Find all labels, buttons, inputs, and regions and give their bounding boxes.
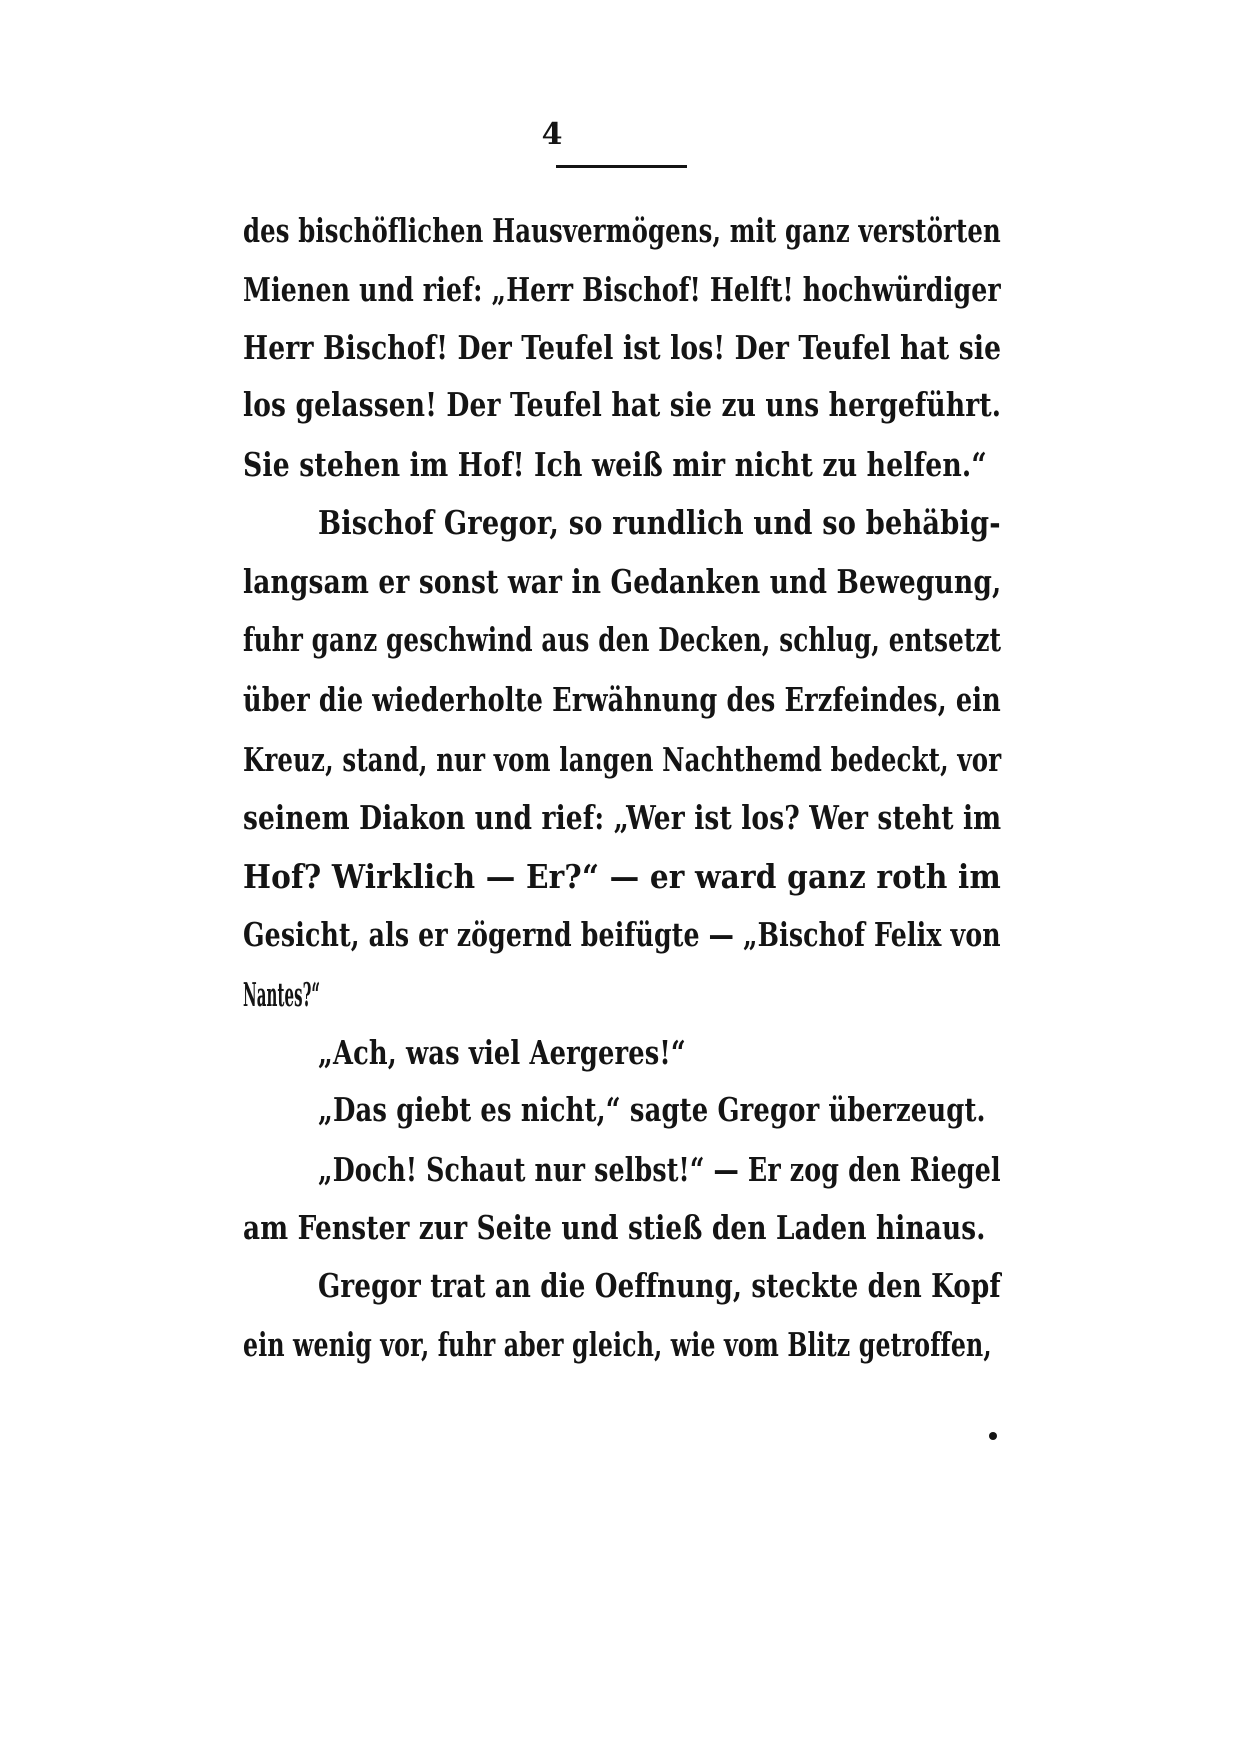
text-line: langsam er sonst war in Gedanken und Bewegung, [243, 562, 1002, 601]
text-line: fuhr ganz geschwind aus den Decken, schlug, entsetzt [243, 620, 1002, 659]
text-line: seinem Diakon und rief: „Wer ist los? Wer steht im [243, 798, 1002, 837]
text-line: „Das giebt es nicht,“ sagte Gregor überzeugt. [318, 1090, 986, 1129]
text-line: Gregor trat an die Oeffnung, steckte den Kopf [318, 1266, 1001, 1305]
text-line: am Fenster zur Seite und stieß den Laden hinaus. [243, 1208, 986, 1247]
text-line: des bischöflichen Hausvermögens, mit ganz verstörten [243, 211, 1001, 250]
text-line: über die wiederholte Erwähnung des Erzfeindes, ein [243, 680, 1001, 719]
text-line: „Ach, was viel Aergeres!“ [318, 1033, 686, 1072]
text-line: ein wenig vor, fuhr aber gleich, wie vom Blitz getroffen, [243, 1325, 992, 1364]
page-number: 4 [541, 117, 563, 152]
text-line: Hof? Wirklich — Er?“ — er ward ganz roth im [243, 857, 1001, 896]
trailing-mark [989, 1432, 997, 1440]
text-line: Sie stehen im Hof! Ich weiß mir nicht zu helfen.“ [243, 445, 987, 484]
text-line: los gelassen! Der Teufel hat sie zu uns hergeführt. [243, 385, 1002, 424]
text-line: Kreuz, stand, nur vom langen Nachthemd bedeckt, vor [243, 740, 1002, 779]
header-rule [556, 165, 687, 168]
text-line: Gesicht, als er zögernd beifügte — „Bischof Felix von [243, 915, 1001, 954]
text-line: Nantes?“ [243, 975, 321, 1014]
text-line: Bischof Gregor, so rundlich und so behäbig- [318, 503, 1001, 542]
text-line: „Doch! Schaut nur selbst!“ — Er zog den Riegel [318, 1150, 1001, 1189]
text-line: Mienen und rief: „Herr Bischof! Helft! hochwürdiger [243, 270, 1001, 309]
text-line: Herr Bischof! Der Teufel ist los! Der Teufel hat sie [243, 328, 1002, 367]
